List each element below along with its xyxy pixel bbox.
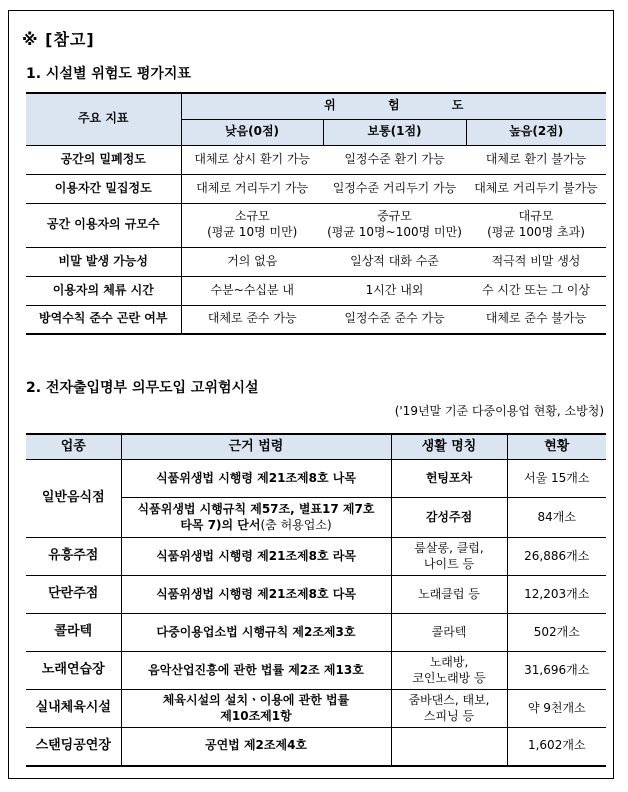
table-row	[26, 538, 606, 576]
law-cell: 다중이용업소법 시행규칙 제2조제3호	[121, 614, 391, 652]
header-indicator: 주요 지표	[26, 93, 181, 145]
table-row	[26, 652, 606, 690]
name-cell: 헌팅포차	[391, 460, 507, 498]
type-cell: 단란주점	[26, 576, 121, 614]
table-row	[26, 203, 606, 247]
mid-cell: 일정수준 준수 가능	[323, 305, 466, 334]
law-cell: 음악산업진흥에 관한 법률 제2조 제13호	[121, 652, 391, 690]
level-high: 높음(2점)	[466, 119, 606, 145]
type-cell: 노래연습장	[26, 652, 121, 690]
low-cell: 거의 없음	[181, 247, 323, 276]
low-cell: 수분~수십분 내	[181, 276, 323, 305]
status-cell: 12,203개소	[507, 576, 606, 614]
name-cell: 노래클럽 등	[391, 576, 507, 614]
low-cell: 대체로 상시 환기 가능	[181, 145, 323, 174]
high-cell: 대체로 환기 불가능	[466, 145, 606, 174]
source-note: ('19년말 기준 다중이용업 현황, 소방청)	[394, 404, 604, 418]
risk-indicator-table	[26, 92, 606, 335]
mid-cell: 중규모 (평균 10명~100명 미만)	[323, 203, 466, 247]
name-cell: 감성주점	[391, 498, 507, 538]
low-cell: 대체로 준수 가능	[181, 305, 323, 334]
type-cell: 유흥주점	[26, 538, 121, 576]
table-row	[26, 276, 606, 305]
header-type: 업종	[26, 434, 121, 460]
type-cell: 일반음식점	[26, 460, 121, 538]
page-heading: ※ [참고]	[22, 30, 95, 49]
indicator-cell: 공간의 밀폐정도	[26, 145, 181, 174]
high-cell: 대규모 (평균 100명 초과)	[466, 203, 606, 247]
section2-title: 2. 전자출입명부 의무도입 고위험시설	[26, 380, 259, 396]
status-cell: 서울 15개소	[507, 460, 606, 498]
header-risk: 위 험 도	[181, 93, 606, 119]
high-cell: 수 시간 또는 그 이상	[466, 276, 606, 305]
status-cell: 84개소	[507, 498, 606, 538]
table-row	[26, 728, 606, 766]
mid-cell: 일정수준 거리두기 가능	[323, 174, 466, 203]
type-cell: 콜라텍	[26, 614, 121, 652]
high-risk-facility-table	[26, 433, 606, 767]
high-cell: 대체로 거리두기 불가능	[466, 174, 606, 203]
mid-cell: 일상적 대화 수준	[323, 247, 466, 276]
indicator-cell: 공간 이용자의 규모수	[26, 203, 181, 247]
name-cell: 노래방, 코인노래방 등	[391, 652, 507, 690]
indicator-cell: 방역수칙 준수 곤란 여부	[26, 305, 181, 334]
mid-cell: 1시간 내외	[323, 276, 466, 305]
status-cell: 1,602개소	[507, 728, 606, 766]
table-row	[26, 614, 606, 652]
section1-title: 1. 시설별 위험도 평가지표	[26, 66, 191, 82]
table-row	[26, 145, 606, 174]
law-cell: 식품위생법 시행령 제21조제8호 다목	[121, 576, 391, 614]
indicator-cell: 비말 발생 가능성	[26, 247, 181, 276]
status-cell: 31,696개소	[507, 652, 606, 690]
level-low: 낮음(0점)	[181, 119, 323, 145]
table-row	[26, 690, 606, 728]
indicator-cell: 이용자의 체류 시간	[26, 276, 181, 305]
table-row	[26, 460, 606, 498]
law-cell: 식품위생법 시행령 제21조제8호 나목	[121, 460, 391, 498]
type-cell: 스탠딩공연장	[26, 728, 121, 766]
status-cell: 502개소	[507, 614, 606, 652]
header-name: 생활 명칭	[391, 434, 507, 460]
header-status: 현황	[507, 434, 606, 460]
law-cell: 공연법 제2조제4호	[121, 728, 391, 766]
status-cell: 26,886개소	[507, 538, 606, 576]
high-cell: 적극적 비말 생성	[466, 247, 606, 276]
law-cell: 식품위생법 시행규칙 제57조, 별표17 제7호 타목 7)의 단서(춤 허용업소)	[121, 498, 391, 538]
name-cell: 줌바댄스, 태보, 스피닝 등	[391, 690, 507, 728]
type-cell: 실내체육시설	[26, 690, 121, 728]
indicator-cell: 이용자간 밀집정도	[26, 174, 181, 203]
table-row	[26, 247, 606, 276]
law-cell: 식품위생법 시행령 제21조제8호 라목	[121, 538, 391, 576]
name-cell: 콜라텍	[391, 614, 507, 652]
status-cell: 약 9천개소	[507, 690, 606, 728]
law-cell: 체육시설의 설치ㆍ이용에 관한 법률 제10조제1항	[121, 690, 391, 728]
table-row	[26, 174, 606, 203]
level-mid: 보통(1점)	[323, 119, 466, 145]
header-law: 근거 법령	[121, 434, 391, 460]
high-cell: 대체로 준수 불가능	[466, 305, 606, 334]
low-cell: 소규모 (평균 10명 미만)	[181, 203, 323, 247]
table-row	[26, 305, 606, 334]
name-cell	[391, 728, 507, 766]
table-row	[26, 576, 606, 614]
name-cell: 룸살롱, 클럽, 나이트 등	[391, 538, 507, 576]
mid-cell: 일정수준 환기 가능	[323, 145, 466, 174]
low-cell: 대체로 거리두기 가능	[181, 174, 323, 203]
